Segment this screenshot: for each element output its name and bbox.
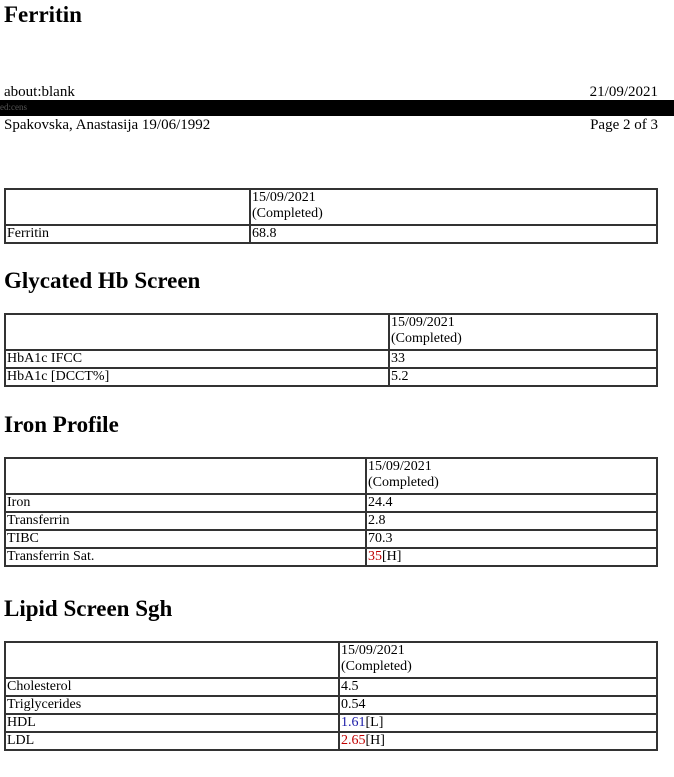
- date-column-header: 15/09/2021 (Completed): [389, 314, 657, 350]
- test-name: HbA1c [DCCT%]: [5, 368, 389, 386]
- table-row: [5, 530, 657, 548]
- test-value: 4.5: [339, 678, 657, 696]
- flag-marker: [H]: [382, 549, 402, 564]
- lipid-screen-table: [4, 641, 658, 751]
- header-bar-text: ed:cens: [0, 102, 27, 112]
- table-row: [5, 678, 657, 696]
- ferritin-table: [4, 188, 658, 244]
- test-value: 33: [389, 350, 657, 368]
- header-bar: [0, 100, 674, 116]
- flagged-value: 35: [368, 549, 382, 564]
- table-row: [5, 548, 657, 566]
- iron-profile-table: [4, 457, 658, 567]
- test-name: TIBC: [5, 530, 366, 548]
- test-value: [339, 732, 657, 750]
- table-row: [5, 494, 657, 512]
- page-number: Page 2 of 3: [590, 117, 658, 133]
- test-value: 24.4: [366, 494, 657, 512]
- test-value: 5.2: [389, 368, 657, 386]
- header-blank-cell: [5, 642, 339, 678]
- test-name: Iron: [5, 494, 366, 512]
- section-title-lipid-screen: Lipid Screen Sgh: [4, 596, 173, 621]
- test-name: Transferrin: [5, 512, 366, 530]
- table-header-row: [5, 642, 657, 678]
- test-value: 0.54: [339, 696, 657, 714]
- test-name: Ferritin: [5, 225, 250, 243]
- page-url: about:blank: [4, 84, 75, 100]
- test-name: Triglycerides: [5, 696, 339, 714]
- table-row: [5, 714, 657, 732]
- test-value: [366, 548, 657, 566]
- header-blank-cell: [5, 314, 389, 350]
- page-title: Ferritin: [4, 2, 82, 27]
- table-header-row: [5, 314, 657, 350]
- date-column-header: 15/09/2021 (Completed): [339, 642, 657, 678]
- glycated-hb-table: [4, 313, 658, 387]
- flag-marker: [H]: [365, 733, 385, 748]
- test-value: 2.8: [366, 512, 657, 530]
- print-date: 21/09/2021: [589, 84, 658, 100]
- table-row: [5, 512, 657, 530]
- test-value: 68.8: [250, 225, 657, 243]
- table-row: [5, 732, 657, 750]
- section-title-iron-profile: Iron Profile: [4, 412, 119, 437]
- flagged-value: 2.65: [341, 733, 366, 748]
- print-header: [4, 84, 658, 101]
- patient-name: Spakovska, Anastasija 19/06/1992: [4, 117, 211, 133]
- date-column-header: 15/09/2021 (Completed): [250, 189, 657, 225]
- table-row: [5, 225, 657, 243]
- test-name: LDL: [5, 732, 339, 750]
- header-blank-cell: [5, 189, 250, 225]
- test-name: Cholesterol: [5, 678, 339, 696]
- date-column-header: 15/09/2021 (Completed): [366, 458, 657, 494]
- test-value: [339, 714, 657, 732]
- table-header-row: [5, 458, 657, 494]
- flagged-value: 1.61: [341, 715, 366, 730]
- table-header-row: [5, 189, 657, 225]
- table-row: [5, 696, 657, 714]
- header-blank-cell: [5, 458, 366, 494]
- table-row: [5, 350, 657, 368]
- test-value: 70.3: [366, 530, 657, 548]
- table-row: [5, 368, 657, 386]
- test-name: HbA1c IFCC: [5, 350, 389, 368]
- test-name: Transferrin Sat.: [5, 548, 366, 566]
- test-name: HDL: [5, 714, 339, 732]
- flag-marker: [L]: [365, 715, 384, 730]
- patient-header: [4, 117, 658, 134]
- section-title-glycated-hb: Glycated Hb Screen: [4, 268, 201, 293]
